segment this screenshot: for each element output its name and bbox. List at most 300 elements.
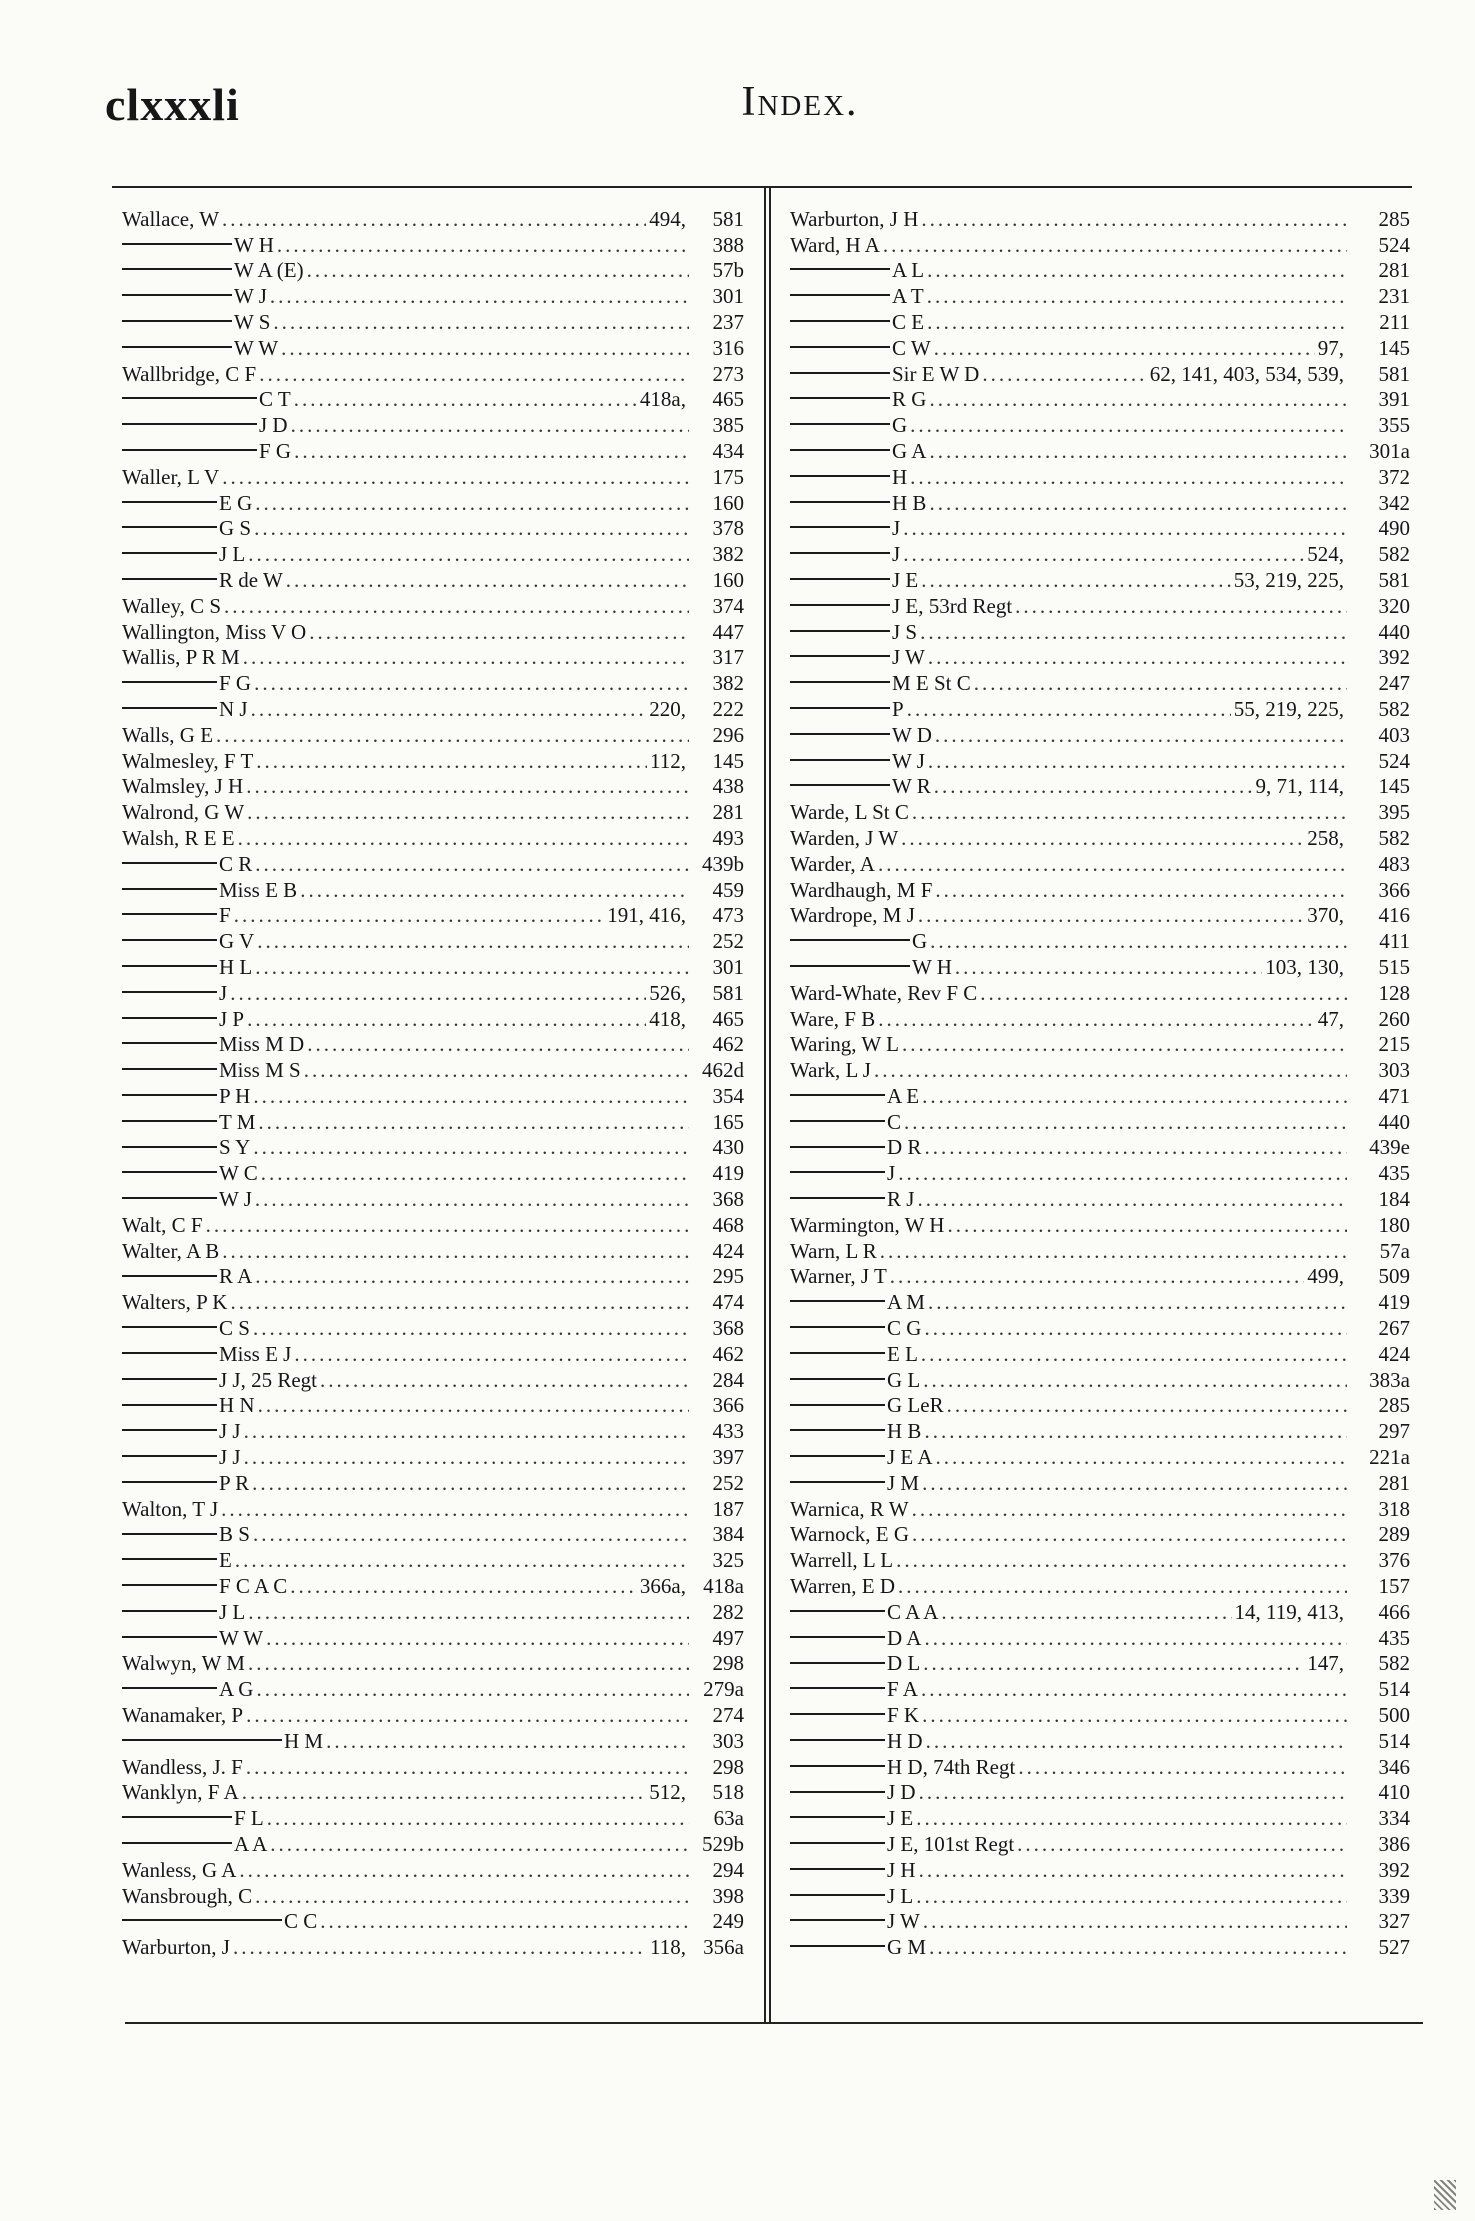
- entry-name: F L: [234, 1806, 264, 1831]
- index-entry: [122, 1263, 744, 1289]
- leader-dots: [923, 1910, 1347, 1933]
- ditto-dash: [790, 268, 890, 270]
- index-entry: [790, 1882, 1410, 1908]
- page-ref: 318: [1378, 1496, 1410, 1521]
- index-entry: [790, 1417, 1410, 1443]
- ditto-dash: [790, 1739, 885, 1741]
- index-entry: [790, 1082, 1410, 1108]
- leader-dots: [206, 1214, 689, 1237]
- ditto-dash: [122, 1687, 217, 1689]
- page-ref: 320: [1378, 593, 1410, 618]
- page-ref: 398: [712, 1883, 744, 1908]
- page-ref: 366: [712, 1393, 744, 1418]
- ditto-dash: [790, 1662, 885, 1664]
- leader-dots: [294, 388, 637, 411]
- page-ref: 145: [1378, 774, 1410, 799]
- leader-dots: [903, 543, 1304, 566]
- index-entry: [122, 1469, 744, 1495]
- page-ref: 247: [1378, 671, 1410, 696]
- page-ref: 298: [712, 1754, 744, 1779]
- ditto-dash: [122, 1533, 217, 1535]
- additional-pages: 418,: [649, 1006, 686, 1031]
- entry-name: T M: [219, 1109, 256, 1134]
- entry-name: J: [892, 516, 901, 541]
- entry-name: D L: [887, 1651, 921, 1676]
- leader-dots: [890, 1265, 1304, 1288]
- entry-name: Walwyn, W M: [122, 1651, 245, 1676]
- page-ref: 274: [712, 1703, 744, 1728]
- leader-dots: [270, 285, 689, 308]
- ditto-dash: [790, 1326, 885, 1328]
- index-column-right: [790, 205, 1410, 1959]
- page-ref: 514: [1378, 1677, 1410, 1702]
- index-entry: [122, 1521, 744, 1547]
- ditto-dash: [122, 1146, 217, 1148]
- entry-name: M E St C: [892, 671, 971, 696]
- page-number: clxxxli: [105, 79, 240, 130]
- page-ref: 317: [712, 645, 744, 670]
- entry-name: Waller, L V: [122, 464, 220, 489]
- leader-dots: [230, 982, 646, 1005]
- additional-pages: 112,: [650, 748, 686, 773]
- entry-name: J L: [887, 1883, 914, 1908]
- page-ref: 459: [712, 877, 744, 902]
- leader-dots: [878, 1008, 1315, 1031]
- ditto-dash: [122, 294, 232, 296]
- page-ref: 298: [712, 1651, 744, 1676]
- leader-dots: [247, 801, 689, 824]
- entry-name: J M: [887, 1470, 920, 1495]
- entry-name: Walmesley, F T: [122, 748, 254, 773]
- ditto-dash: [790, 1610, 885, 1612]
- index-entry: [790, 695, 1410, 721]
- index-entry: [122, 747, 744, 773]
- page-ref: 355: [1378, 413, 1410, 438]
- entry-name: A E: [887, 1083, 920, 1108]
- entry-name: P: [892, 696, 904, 721]
- additional-pages: 62, 141, 403, 534, 539,: [1149, 361, 1344, 386]
- index-entry: [790, 953, 1410, 979]
- page-ref: 215: [1378, 1032, 1410, 1057]
- entry-name: Walter, A B: [122, 1238, 220, 1263]
- page-ref: 374: [712, 593, 744, 618]
- index-entry: [122, 618, 744, 644]
- leader-dots: [928, 750, 1347, 773]
- leader-dots: [234, 904, 605, 927]
- page-ref: 386: [1378, 1832, 1410, 1856]
- entry-name: W C: [219, 1161, 258, 1186]
- leader-dots: [242, 1781, 647, 1804]
- entry-name: C A A: [887, 1599, 939, 1624]
- leader-dots: [974, 672, 1347, 695]
- index-column-left: [122, 205, 744, 1959]
- leader-dots: [921, 1678, 1347, 1701]
- index-entry: [790, 1753, 1410, 1779]
- page-ref: 465: [712, 387, 744, 412]
- index-entry: [790, 205, 1410, 231]
- page-ref: 294: [712, 1857, 744, 1882]
- index-entry: [790, 231, 1410, 257]
- additional-pages: 9, 71, 114,: [1255, 774, 1344, 799]
- ditto-dash: [790, 1816, 885, 1818]
- index-entry: [122, 824, 744, 850]
- ditto-dash: [790, 630, 890, 632]
- entry-name: Warburton, J H: [790, 206, 919, 231]
- entry-name: J E: [887, 1806, 914, 1831]
- index-entry: [122, 1005, 744, 1031]
- leader-dots: [924, 1136, 1347, 1159]
- ditto-dash: [790, 1636, 885, 1638]
- page-ref: 160: [712, 567, 744, 592]
- entry-name: W H: [234, 232, 274, 257]
- leader-dots: [216, 724, 689, 747]
- leader-dots: [927, 259, 1347, 282]
- page-ref: 184: [1378, 1187, 1410, 1212]
- entry-name: A T: [892, 284, 924, 309]
- page-ref: 366: [1378, 877, 1410, 902]
- leader-dots: [294, 1343, 689, 1366]
- page-ref: 57b: [712, 258, 744, 283]
- index-entry: [122, 1908, 744, 1934]
- ditto-dash: [790, 759, 890, 761]
- entry-name: Wandless, J. F: [122, 1754, 243, 1779]
- additional-pages: 53, 219, 225,: [1233, 567, 1344, 592]
- index-entry: [790, 1701, 1410, 1727]
- ditto-dash: [122, 423, 257, 425]
- ditto-dash: [790, 475, 890, 477]
- page-ref: 289: [1378, 1522, 1410, 1547]
- leader-dots: [903, 517, 1347, 540]
- page-ref: 424: [712, 1238, 744, 1263]
- entry-name: Warde, L St C: [790, 800, 909, 825]
- entry-name: Walls, G E: [122, 722, 214, 747]
- leader-dots: [286, 569, 689, 592]
- page-ref: 433: [712, 1419, 744, 1444]
- index-entry: [122, 463, 744, 489]
- ditto-dash: [790, 1094, 885, 1096]
- ditto-dash: [122, 1455, 217, 1457]
- index-entry: [790, 1908, 1410, 1934]
- leader-dots: [928, 646, 1347, 669]
- ditto-dash: [122, 1326, 217, 1328]
- entry-name: Walton, T J: [122, 1496, 219, 1521]
- leader-dots: [924, 1317, 1347, 1340]
- entry-name: G V: [219, 929, 255, 954]
- index-entry: [122, 489, 744, 515]
- leader-dots: [257, 930, 689, 953]
- page-ref: 529b: [702, 1832, 744, 1856]
- entry-name: Miss E B: [219, 877, 298, 902]
- index-entry: [122, 979, 744, 1005]
- entry-name: B S: [219, 1522, 250, 1547]
- index-entry: [122, 334, 744, 360]
- entry-name: H: [892, 464, 908, 489]
- leader-dots: [256, 750, 647, 773]
- ditto-dash: [790, 1945, 885, 1947]
- entry-name: H L: [219, 954, 253, 979]
- index-entry: [790, 1495, 1410, 1521]
- leader-dots: [277, 234, 689, 257]
- entry-name: G: [892, 413, 908, 438]
- page-ref: 395: [1378, 800, 1410, 825]
- additional-pages: 97,: [1317, 335, 1344, 360]
- entry-name: A M: [887, 1290, 925, 1315]
- additional-pages: 526,: [649, 980, 686, 1005]
- entry-name: A L: [892, 258, 925, 283]
- leader-dots: [326, 1730, 689, 1753]
- index-entry: [790, 360, 1410, 386]
- index-entry: [790, 876, 1410, 902]
- entry-name: S Y: [219, 1135, 251, 1160]
- index-entry: [122, 1185, 744, 1211]
- ditto-dash: [122, 1610, 217, 1612]
- page-ref: 581: [712, 980, 744, 1005]
- leader-dots: [259, 363, 689, 386]
- page-ref: 514: [1378, 1728, 1410, 1753]
- index-entry: [122, 1753, 744, 1779]
- leader-dots: [320, 1910, 689, 1933]
- entry-name: E: [219, 1548, 232, 1573]
- page-ref: 434: [712, 438, 744, 463]
- entry-name: Wallis, P R M: [122, 645, 240, 670]
- leader-dots: [929, 1936, 1347, 1959]
- index-entry: [790, 1005, 1410, 1031]
- page-ref: 301a: [1369, 438, 1410, 463]
- page-ref: 284: [712, 1367, 744, 1392]
- ditto-dash: [790, 1713, 885, 1715]
- entry-name: G M: [887, 1935, 927, 1960]
- index-entry: [122, 721, 744, 747]
- leader-dots: [248, 1601, 689, 1624]
- index-entry: [122, 798, 744, 824]
- leader-dots: [222, 466, 689, 489]
- entry-name: J: [887, 1161, 896, 1186]
- entry-name: Warrell, L L: [790, 1548, 894, 1573]
- ditto-dash: [122, 346, 232, 348]
- entry-name: Warden, J W: [790, 825, 899, 850]
- leader-dots: [244, 1446, 689, 1469]
- index-entry: [122, 1314, 744, 1340]
- ditto-dash: [122, 526, 217, 528]
- additional-pages: 512,: [649, 1780, 686, 1805]
- index-entry: [790, 721, 1410, 747]
- index-entry: [790, 1650, 1410, 1676]
- page-ref: 418a: [703, 1574, 744, 1599]
- entry-name: Miss M S: [219, 1058, 301, 1083]
- page-ref: 435: [1378, 1625, 1410, 1650]
- additional-pages: 55, 219, 225,: [1233, 696, 1344, 721]
- ditto-dash: [790, 733, 890, 735]
- ditto-dash: [122, 1378, 217, 1380]
- ditto-dash: [122, 939, 217, 941]
- leader-dots: [244, 1420, 689, 1443]
- additional-pages: 370,: [1307, 903, 1344, 928]
- leader-dots: [910, 466, 1347, 489]
- index-entry: [790, 540, 1410, 566]
- index-entry: [790, 437, 1410, 463]
- leader-dots: [254, 672, 689, 695]
- entry-name: R de W: [219, 567, 283, 592]
- additional-pages: 220,: [649, 696, 686, 721]
- entry-name: R G: [892, 387, 927, 412]
- leader-dots: [927, 285, 1347, 308]
- page-ref: 368: [712, 1316, 744, 1341]
- page-ref: 388: [712, 232, 744, 257]
- entry-name: A G: [219, 1677, 254, 1702]
- index-entry: [790, 1546, 1410, 1572]
- index-entry: [790, 334, 1410, 360]
- ditto-dash: [790, 1146, 885, 1148]
- ditto-dash: [122, 1275, 217, 1277]
- page-ref: 325: [712, 1548, 744, 1573]
- index-entry: [790, 850, 1410, 876]
- leader-dots: [927, 311, 1347, 334]
- ditto-dash: [122, 1197, 217, 1199]
- page-ref: 527: [1378, 1935, 1410, 1960]
- index-entry: [790, 902, 1410, 928]
- additional-pages: 418a,: [639, 387, 686, 412]
- ditto-dash: [122, 501, 217, 503]
- ditto-dash: [122, 320, 232, 322]
- leader-dots: [980, 982, 1347, 1005]
- index-entry: [790, 1727, 1410, 1753]
- entry-name: Wansbrough, C: [122, 1883, 253, 1908]
- index-entry: [122, 1056, 744, 1082]
- additional-pages: 499,: [1307, 1264, 1344, 1289]
- leader-dots: [246, 1756, 689, 1779]
- index-entry: [122, 257, 744, 283]
- additional-pages: 47,: [1317, 1006, 1344, 1031]
- leader-dots: [243, 646, 689, 669]
- ditto-dash: [122, 552, 217, 554]
- index-entry: [790, 282, 1410, 308]
- page-ref: 180: [1378, 1212, 1410, 1237]
- index-entry: [122, 1082, 744, 1108]
- index-entry: [790, 1056, 1410, 1082]
- entry-name: G: [912, 929, 928, 954]
- leader-dots: [270, 1833, 689, 1856]
- leader-dots: [898, 1575, 1347, 1598]
- entry-name: J W: [892, 645, 925, 670]
- leader-dots: [307, 1033, 689, 1056]
- entry-name: Walt, C F: [122, 1212, 203, 1237]
- page-ref: 483: [1378, 851, 1410, 876]
- index-entry: [790, 1031, 1410, 1057]
- leader-dots: [1017, 1833, 1347, 1856]
- index-entry: [122, 1031, 744, 1057]
- page-ref: 237: [712, 309, 744, 334]
- entry-name: J: [219, 980, 228, 1005]
- ditto-dash: [790, 1378, 885, 1380]
- ditto-dash: [122, 449, 257, 451]
- ditto-dash: [790, 1481, 885, 1483]
- page-ref: 581: [1378, 361, 1410, 386]
- ditto-dash: [790, 526, 890, 528]
- index-entry: [122, 1159, 744, 1185]
- index-entry: [790, 1675, 1410, 1701]
- leader-dots: [290, 1575, 637, 1598]
- page-ref: 63a: [713, 1806, 744, 1831]
- page-ref: 334: [1378, 1806, 1410, 1831]
- page-ref: 303: [1378, 1058, 1410, 1083]
- index-entry: [122, 876, 744, 902]
- leader-dots: [921, 208, 1347, 231]
- page-ref: 281: [712, 800, 744, 825]
- entry-name: J P: [219, 1006, 245, 1031]
- entry-name: Walmsley, J H: [122, 774, 244, 799]
- page-ref: 582: [1378, 542, 1410, 567]
- page-ref: 419: [1378, 1290, 1410, 1315]
- entry-name: F A: [887, 1677, 918, 1702]
- page-ref: 378: [712, 516, 744, 541]
- entry-name: J D: [887, 1780, 916, 1805]
- leader-dots: [916, 1807, 1347, 1830]
- leader-dots: [936, 1446, 1347, 1469]
- index-entry: [122, 1598, 744, 1624]
- leader-dots: [267, 1807, 689, 1830]
- leader-dots: [253, 1317, 689, 1340]
- ditto-dash: [122, 1017, 217, 1019]
- index-entry: [790, 1211, 1410, 1237]
- page-ref: 303: [712, 1728, 744, 1753]
- entry-name: F: [219, 903, 231, 928]
- index-entry: [122, 1624, 744, 1650]
- entry-name: J D: [259, 413, 288, 438]
- index-entry: [122, 669, 744, 695]
- page-ref: 581: [1378, 567, 1410, 592]
- entry-name: J: [892, 542, 901, 567]
- ditto-dash: [122, 268, 232, 270]
- leader-dots: [258, 1394, 689, 1417]
- entry-name: Wallbridge, C F: [122, 361, 257, 386]
- ditto-dash: [122, 1584, 217, 1586]
- leader-dots: [907, 698, 1231, 721]
- ditto-dash: [122, 681, 217, 683]
- leader-dots: [255, 956, 689, 979]
- page-ref: 430: [712, 1135, 744, 1160]
- page-ref: 410: [1378, 1780, 1410, 1805]
- ditto-dash: [122, 1481, 217, 1483]
- page-ref: 462: [712, 1341, 744, 1366]
- entry-name: Ware, F B: [790, 1006, 876, 1031]
- page-ref: 231: [1378, 284, 1410, 309]
- entry-name: Miss M D: [219, 1032, 305, 1057]
- page-ref: 582: [1378, 825, 1410, 850]
- index-entry: [122, 411, 744, 437]
- entry-name: Warner, J T: [790, 1264, 887, 1289]
- index-entry: [790, 1572, 1410, 1598]
- page-ref: 524: [1378, 232, 1410, 257]
- page-ref: 128: [1378, 980, 1410, 1005]
- index-entry: [790, 824, 1410, 850]
- leader-dots: [922, 1704, 1347, 1727]
- leader-dots: [251, 698, 647, 721]
- page-ref: 160: [712, 490, 744, 515]
- index-entry: [790, 566, 1410, 592]
- page-ref: 279a: [703, 1677, 744, 1702]
- entry-name: Wardrope, M J: [790, 903, 915, 928]
- entry-name: Warmington, W H: [790, 1212, 945, 1237]
- page-ref: 465: [712, 1006, 744, 1031]
- index-entry: [790, 747, 1410, 773]
- leader-dots: [912, 801, 1347, 824]
- page-ref: 145: [712, 748, 744, 773]
- index-entry: [122, 1417, 744, 1443]
- leader-dots: [922, 1472, 1347, 1495]
- entry-name: Miss E J: [219, 1341, 292, 1366]
- page-ref: 252: [712, 929, 744, 954]
- index-entry: [122, 1572, 744, 1598]
